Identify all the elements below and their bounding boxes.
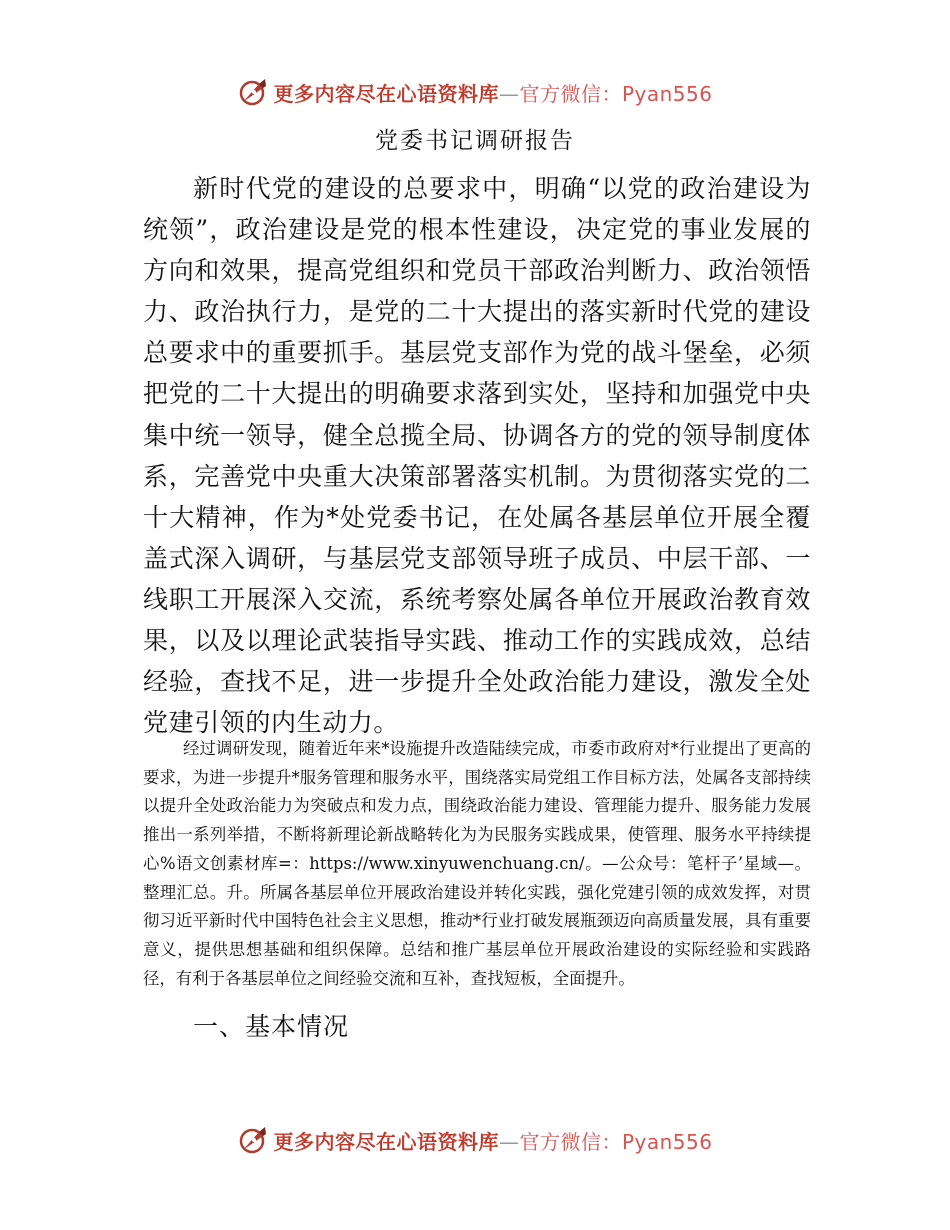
pen-nib-logo-icon (237, 76, 269, 108)
section-heading: 一、基本情况 (193, 1012, 350, 1041)
pen-nib-logo-icon (237, 1124, 269, 1156)
banner-text (273, 1126, 712, 1155)
intro-paragraph: 新时代党的建设的总要求中，明确“以党的政治建设为统领”，政治建设是党的根本性建设，决定党的事业发展的方向和效果，提高党组织和党员干部政治判断力、政治领悟力、政治执行力，是党的二十大提出的落实新时代党的建设总要求中的重要抓手。基层党支部作为党的战斗堡垒，必须把党的二十大提出的明确要求落到实处，坚持和加强党中央集中统一领导，健全总揽全局、协调各方的党的领导制度体系，完善党中央重大决策部署落实机制。为贯彻落实党的二十大精神，作为*处党委书记，在处属各基层单位开展全覆盖式深入调研，与基层党支部领导班子成员、中层干部、一线职工开展深入交流，系统考察处属各单位开展政治教育效果，以及以理论武装指导实践、推动工作的实践成效，总结经验，查找不足，进一步提升全处政治能力建设，激发全处党建引领的内生动力。 (143, 174, 811, 738)
document-title: 党委书记调研报告 (375, 128, 575, 154)
findings-paragraph: 经过调研发现，随着近年来*设施提升改造陆续完成，市委市政府对*行业提出了更高的要求，为进一步提升*服务管理和服务水平，围绕落实局党组工作目标方法，处属各支部持续以提升全处政治能力为突破点和发力点，围绕政治能力建设、管理能力提升、服务能力发展推出一系列举措，不断将新理论新战略转化为为民服务实践成果，使管理、服务水平持续提心%语文创素材库=：https://www.xinyuwenchuang.cn/。—公众号：笔杆子’星域—。整理汇总。升。所属各基层单位开展政治建设并转化实践，强化党建引领的成效发挥，对贯彻习近平新时代中国特色社会主义思想，推动*行业打破发展瓶颈迈向高质量发展，具有重要意义，提供思想基础和组织保障。总结和推广基层单位开展政治建设的实际经验和实践路径，有利于各基层单位之间经验交流和互补，查找短板，全面提升。 (143, 739, 811, 988)
banner-contact-text: 官方微信：Pyan556 (519, 81, 713, 106)
banner-brand-text: 更多内容尽在心语资料库 (273, 1129, 499, 1154)
banner-text (273, 78, 712, 107)
banner-brand-text: 更多内容尽在心语资料库 (273, 81, 499, 106)
banner-contact-text: 官方微信：Pyan556 (519, 1129, 713, 1154)
header-banner (0, 72, 950, 112)
footer-banner (0, 1120, 950, 1160)
banner-separator: — (498, 1129, 520, 1154)
banner-separator: — (498, 81, 520, 106)
